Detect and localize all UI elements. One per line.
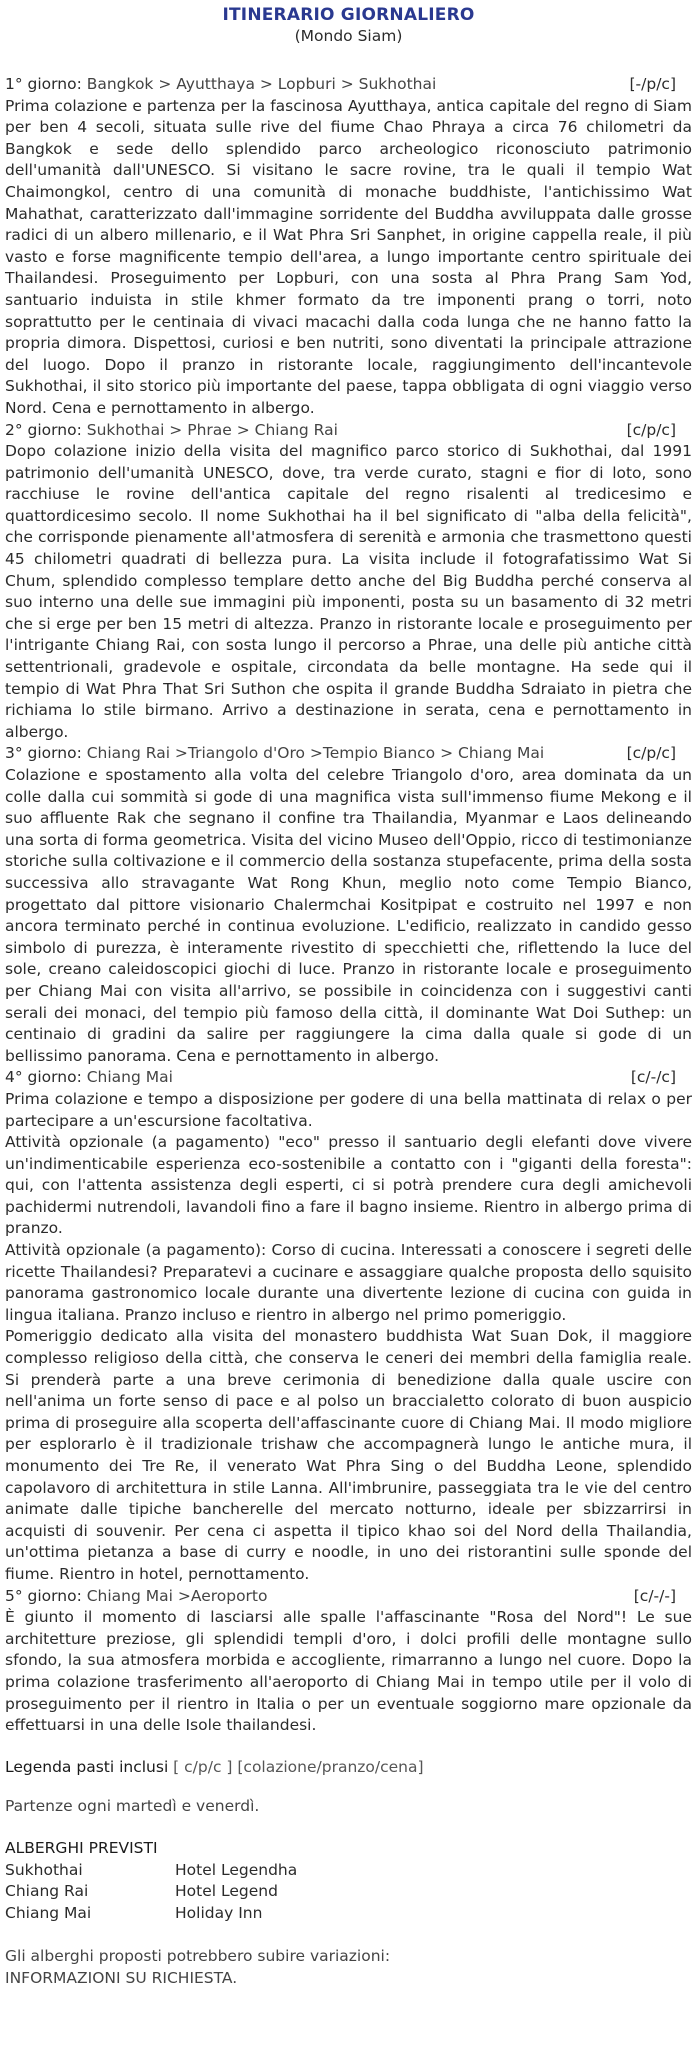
day-label: 3° giorno:: [5, 744, 82, 763]
hotel-name: Holiday Inn: [175, 1903, 263, 1922]
day-description: Pomeriggio dedicato alla visita del monastero buddhista Wat Suan Dok, il maggiore complesso religioso della città, che conserva le ceneri dei membri della famiglia reale. Si prenderà parte a una breve cerimonia di benedizione dalla quale uscire con nell'anima un forte senso di pace e al polso un braccialetto colorato di buon auspicio prima di proseguire alla scoperta dell'affascinante cuore di Chiang Mai. Il modo migliore per esplorarlo è il tradizionale trishaw che accompagnerà lungo le antiche mura, il monumento dei Tre Re, il venerato Wat Phra Sing o del Buddha Leone, splendido capolavoro di architettura in stile Lanna. All'imbrunire, passeggiata tra le vie del centro animate dalle tipiche bancherelle del mercato notturno, ideale per sbizzarrirsi in acquisti di souvenir. Per cena ci aspetta il tipico khao soi del Nord della Thailandia, un'ottima pietanza a base di curry e noodle, in uno dei ristorantini sulle sponde del fiume. Rientro in hotel, pernottamento.: [5, 1327, 692, 1583]
day-label: 2° giorno:: [5, 420, 82, 439]
hotel-city: Chiang Rai: [5, 1882, 89, 1901]
hotel-city: Sukhothai: [5, 1860, 83, 1879]
day-meals: [-/p/c]: [629, 75, 676, 93]
legend-value: [ c/p/c ] [colazione/pranzo/cena]: [168, 1757, 424, 1776]
day-description: Colazione e spostamento alla volta del celebre Triangolo d'oro, area dominata da un colle dalla cui sommità si gode di una magnifica vista sull'immenso fiume Mekong e il suo affluente Rak che segnano il confine tra Thailandia, Myanmar e Laos delineando una sorta di forma geometrica. Visita del vicino Museo dell'Oppio, ricco di testimonianze storiche sulla coltivazione e il commercio della sostanza stupefacente, prima della sosta successiva allo stravagante Wat Rong Khun, meglio noto come Tempio Bianco, progettato dal pittore visionario Chalermchai Kositpipat e costruito nel 1997 e non ancora terminato perché in continua evoluzione. L'edificio, realizzato in candido gesso simbolo di purezza, è interamente rivestito di specchietti che, riflettendo la luce del sole, creano caleidoscopici giochi di luce. Pranzo in ristorante locale e proseguimento per Chiang Mai con visita all'arrivo, se possibile in coincidenza con i suggestivi canti serali dei monaci, del tempio più famoso della città, il dominante Wat Doi Suthep: un centinaio di gradini da salire per raggiungere la cima dalla quale si gode di un bellissimo panorama. Cena e pernottamento in albergo.: [5, 766, 692, 1065]
day-header: [5, 420, 692, 442]
hotel-name: Hotel Legend: [175, 1882, 278, 1901]
day-route: Bangkok > Ayutthaya > Lopburi > Sukhothai: [81, 75, 437, 93]
page-title: ITINERARIO GIORNALIERO: [222, 5, 475, 25]
day-route: Chiang Rai >Triangolo d'Oro >Tempio Bianco > Chiang Mai: [81, 744, 545, 763]
day-header: [5, 74, 692, 96]
hotel-name: Hotel Legendha: [175, 1860, 298, 1879]
day-label: 4° giorno:: [5, 1068, 82, 1087]
day-route: Chiang Mai >Aeroporto: [81, 1586, 268, 1605]
day-section: [5, 420, 692, 744]
legend-title: Legenda pasti inclusi: [5, 1757, 169, 1776]
day-route: Sukhothai > Phrae > Chiang Rai: [81, 420, 338, 439]
note-line-2: INFORMAZIONI SU RICHIESTA.: [5, 1968, 238, 1987]
page-subtitle: (Mondo Siam): [294, 27, 403, 45]
itinerary-page: [0, 4, 697, 1989]
day-title: [5, 74, 436, 96]
day-meals: [c/-/c]: [630, 1068, 676, 1087]
day-header: [5, 743, 692, 765]
day-header: [5, 1586, 692, 1608]
day-description: È giunto il momento di lasciarsi alle spalle l'affascinante "Rosa del Nord"! Le sue architetture preziose, gli splendidi templi d'oro, i dolci profili delle montagne sullo sfondo, la sua atmosfera morbida e accogliente, rimarranno a lungo nel cuore. Dopo la prima colazione trasferimento all'aeroporto di Chiang Mai in tempo utile per il volo di proseguimento per il rientro in Italia o per un eventuale soggiorno mare opzionale da effettuarsi in una delle Isole thailandesi.: [5, 1608, 692, 1735]
note-line-1: Gli alberghi proposti potrebbero subire variazioni:: [5, 1947, 391, 1966]
meal-legend: [5, 1757, 692, 1779]
day-section: [5, 74, 692, 420]
day-section: [5, 1067, 692, 1585]
day-meals: [c/p/c]: [626, 420, 676, 439]
hotel-row: [5, 1903, 692, 1925]
hotel-city: Chiang Mai: [5, 1903, 92, 1922]
day-route: Chiang Mai: [81, 1068, 173, 1087]
hotels-title: ALBERGHI PREVISTI: [5, 1838, 158, 1857]
day-header: [5, 1067, 692, 1089]
day-title: [5, 420, 338, 442]
departures-text: Partenze ogni martedì e venerdì.: [5, 1797, 260, 1816]
hotel-row: [5, 1881, 692, 1903]
hotels-note: [5, 1946, 692, 1989]
day-title: [5, 1586, 268, 1608]
day-description: Prima colazione e tempo a disposizione per godere di una bella mattinata di relax o per partecipare a un'escursione facoltativa.: [5, 1089, 692, 1130]
day-section: [5, 1586, 692, 1737]
day-label: 5° giorno:: [5, 1586, 82, 1605]
day-description: Dopo colazione inizio della visita del magnifico parco storico di Sukhothai, dal 1991 patrimonio dell'umanità UNESCO, dove, tra verde curato, stagni e fior di loto, sono racchiuse le rovine dell'antica capitale del regno risalenti al tredicesimo e quattordicesimo secolo. Il nome Sukhothai ha il bel significato di "alba della felicità", che corrisponde pienamente all'atmosfera di serenità e armonia che trasmettono questi 45 chilometri quadrati di bellezza pura. La visita include il fotografatissimo Wat Si Chum, splendido complesso templare detto anche del Big Buddha perché conserva al suo interno una delle sue immagini più imponenti, posta su un basamento di 32 metri che si erge per ben 15 metri di altezza. Pranzo in ristorante locale e proseguimento per l'intrigante Chiang Rai, con sosta lungo il percorso a Phrae, una delle più antiche città settentrionali, gradevole e ospitale, circondata da belle montagne. Ha sede qui il tempio di Wat Phra That Sri Suthon che ospita il grande Buddha Sdraiato in pietra che richiama lo stile birmano. Arrivo a destinazione in serata, cena e pernottamento in albergo.: [5, 442, 692, 741]
day-description: Attività opzionale (a pagamento) "eco" presso il santuario degli elefanti dove vivere un'indimenticabile esperienza eco-sostenibile a contatto con i "giganti della foresta": qui, con l'attenta assistenza degli esperti, ci si potrà prendere cura degli amichevoli pachidermi nutrendoli, lavandoli fino a fare il bagno insieme. Rientro in albergo prima di pranzo.: [5, 1133, 692, 1238]
day-description: Prima colazione e partenza per la fascinosa Ayutthaya, antica capitale del regno di Siam per ben 4 secoli, situata sulle rive del fiume Chao Phraya a circa 76 chilometri da Bangkok e sede dello splendido parco archeologico riconosciuto patrimonio dell'umanità dall'UNESCO. Si visitano le sacre rovine, tra le quali il tempio Wat Chaimongkol, centro di una comunità di monache buddhiste, l'antichissimo Wat Mahathat, caratterizzato dall'immagine sorridente del Buddha avviluppata dalle grosse radici di un albero millenario, e il Wat Phra Sri Sanphet, in origine cappella reale, il più vasto e forse magnificente tempio dell'area, a lungo importante centro spirituale dei Thailandesi. Proseguimento per Lopburi, con una sosta al Phra Prang Sam Yod, santuario induista in stile khmer formato da tre imponenti prang o torri, noto soprattutto per le centinaia di vivaci macachi dalla coda lunga che ne hanno fatto la propria dimora. Dispettosi, curiosi e ben nutriti, sono diventati la principale attrazione del luogo. Dopo il pranzo in ristorante locale, raggiungimento dell'incantevole Sukhothai, il sito storico più importante del paese, tappa obbligata di ogni viaggio verso Nord. Cena e pernottamento in albergo.: [5, 96, 692, 417]
day-label: 1° giorno:: [5, 75, 82, 93]
hotel-row: [5, 1860, 692, 1882]
day-section: [5, 743, 692, 1067]
day-title: [5, 743, 544, 765]
days-list: [5, 74, 692, 1737]
day-title: [5, 1067, 173, 1089]
day-meals: [c/p/c]: [626, 744, 676, 763]
day-description: Attività opzionale (a pagamento): Corso di cucina. Interessati a conoscere i segreti delle ricette Thailandesi? Preparatevi a cucinare e assaggiare qualche proposta dello squisito panorama gastronomico locale durante una divertente lezione di cucina con guida in lingua italiana. Pranzo incluso e rientro in albergo nel primo pomeriggio.: [5, 1241, 692, 1324]
day-meals: [c/-/-]: [633, 1586, 676, 1605]
hotels-list: [5, 1860, 692, 1925]
